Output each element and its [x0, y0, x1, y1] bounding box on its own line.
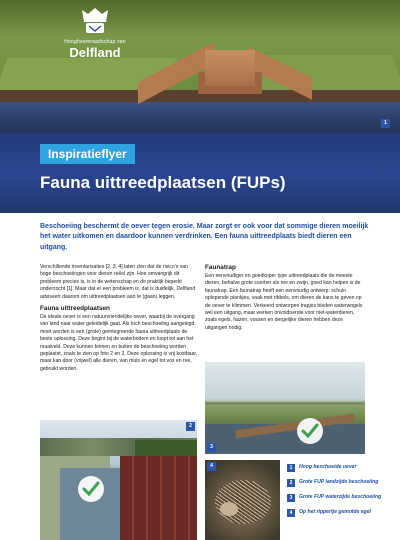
org-small: Hoogheemraadschap van	[64, 39, 126, 45]
section-heading-faunatrap: Faunatrap	[205, 264, 236, 271]
title-band	[0, 133, 400, 213]
right-column	[205, 264, 365, 335]
photo-legend	[287, 464, 383, 524]
photo-number-2: 2	[186, 422, 195, 431]
section-heading-fauna: Fauna uittreedplaatsen	[40, 305, 110, 313]
right-paragraph-1: Een eenvoudiger en goedkoper type uittreedplaats die de meeste dieren, behalve grote soorten als ree en zwijn, goed kan helpen is de faunatrap. Een faunatrap heeft een eenvoudig ontwerp: schuin oplopende plankjes, vaak met ribbels, om dieren de kans te geven op de oever te klimmen. Verkeerd ontworpen trapjes bieden waterwogels wel een uitgang, maar werken onvoldoende voor niet-waterdieren, zoals egels, hazen, vossen en dergelijke dieren hebben deze uitgangen nodig.	[205, 273, 363, 331]
hero-photo	[0, 0, 400, 133]
photo-number-1: 1	[381, 119, 390, 128]
flyer-tag: Inspiratieflyer	[40, 144, 135, 164]
org-name: Delfland	[69, 45, 121, 60]
photo-3	[205, 362, 365, 454]
legend-item: 1 Hoog beschoeide oever	[287, 464, 383, 472]
left-paragraph-1: Verschillende inventarisaties [2, 3, 4] laten zien dat de risico's van hoge beschoeiingen voor dieren reëel zijn. Hoe omvangrijk dit probleem precies is, is in de wetenschap en de praktijk beperkt onderzocht [1]. Maar dat er een probleem is, dat is duidelijk. Delfland adviseert daarom om uittreedplaatsen aan te (gaan) leggen.	[40, 264, 196, 300]
legend-item: 2 Grote FUP landzijde beschoeiing	[287, 479, 383, 487]
check-icon	[78, 476, 104, 502]
photo-4	[205, 460, 280, 540]
legend-item: 3 Grote FUP waterzijde beschoeiing	[287, 494, 383, 502]
photo-2	[40, 420, 197, 540]
crest-icon	[78, 6, 112, 36]
page-title: Fauna uittreedplaatsen (FUPs)	[40, 173, 286, 192]
intro-text: Beschoeiing beschermt de oever tegen erosie. Maar zorgt er ook voor dat sommige dieren moeilijk het water uitkomen en daardoor kunnen verdrinken. Een fauna uittreedplaats biedt dieren een uitgang.	[40, 223, 369, 251]
left-column	[40, 264, 200, 376]
legend-item: 4 Op het rippertje gemolde egel	[287, 509, 383, 517]
check-icon	[297, 418, 323, 444]
delfland-logo	[40, 6, 150, 64]
left-paragraph-2: De ideale oever is een natuurvriendelijke oever, waarbij de overgang van land naar water geleidelijk gaat. Als toch beschoeiing aangelegd moet worden is een (grote) geïntegreerde fauna uittreedplaats de beste oplossing. Deze begint bij de waterbodem en loopt tot aan het maaiveld. Deze kunnen binnen en buiten de beschoeiing worden geplaatst, zoals te zien op foto 2 en 3. Deze oplossing is vrij kostbaar, maar kan door (vrijwel) alle dieren, van muis en egel tot vos en ree, gebruikt worden.	[40, 314, 198, 372]
photo-number-3: 3	[207, 443, 216, 452]
ramp-top	[205, 50, 255, 86]
photo-number-4: 4	[207, 462, 216, 471]
